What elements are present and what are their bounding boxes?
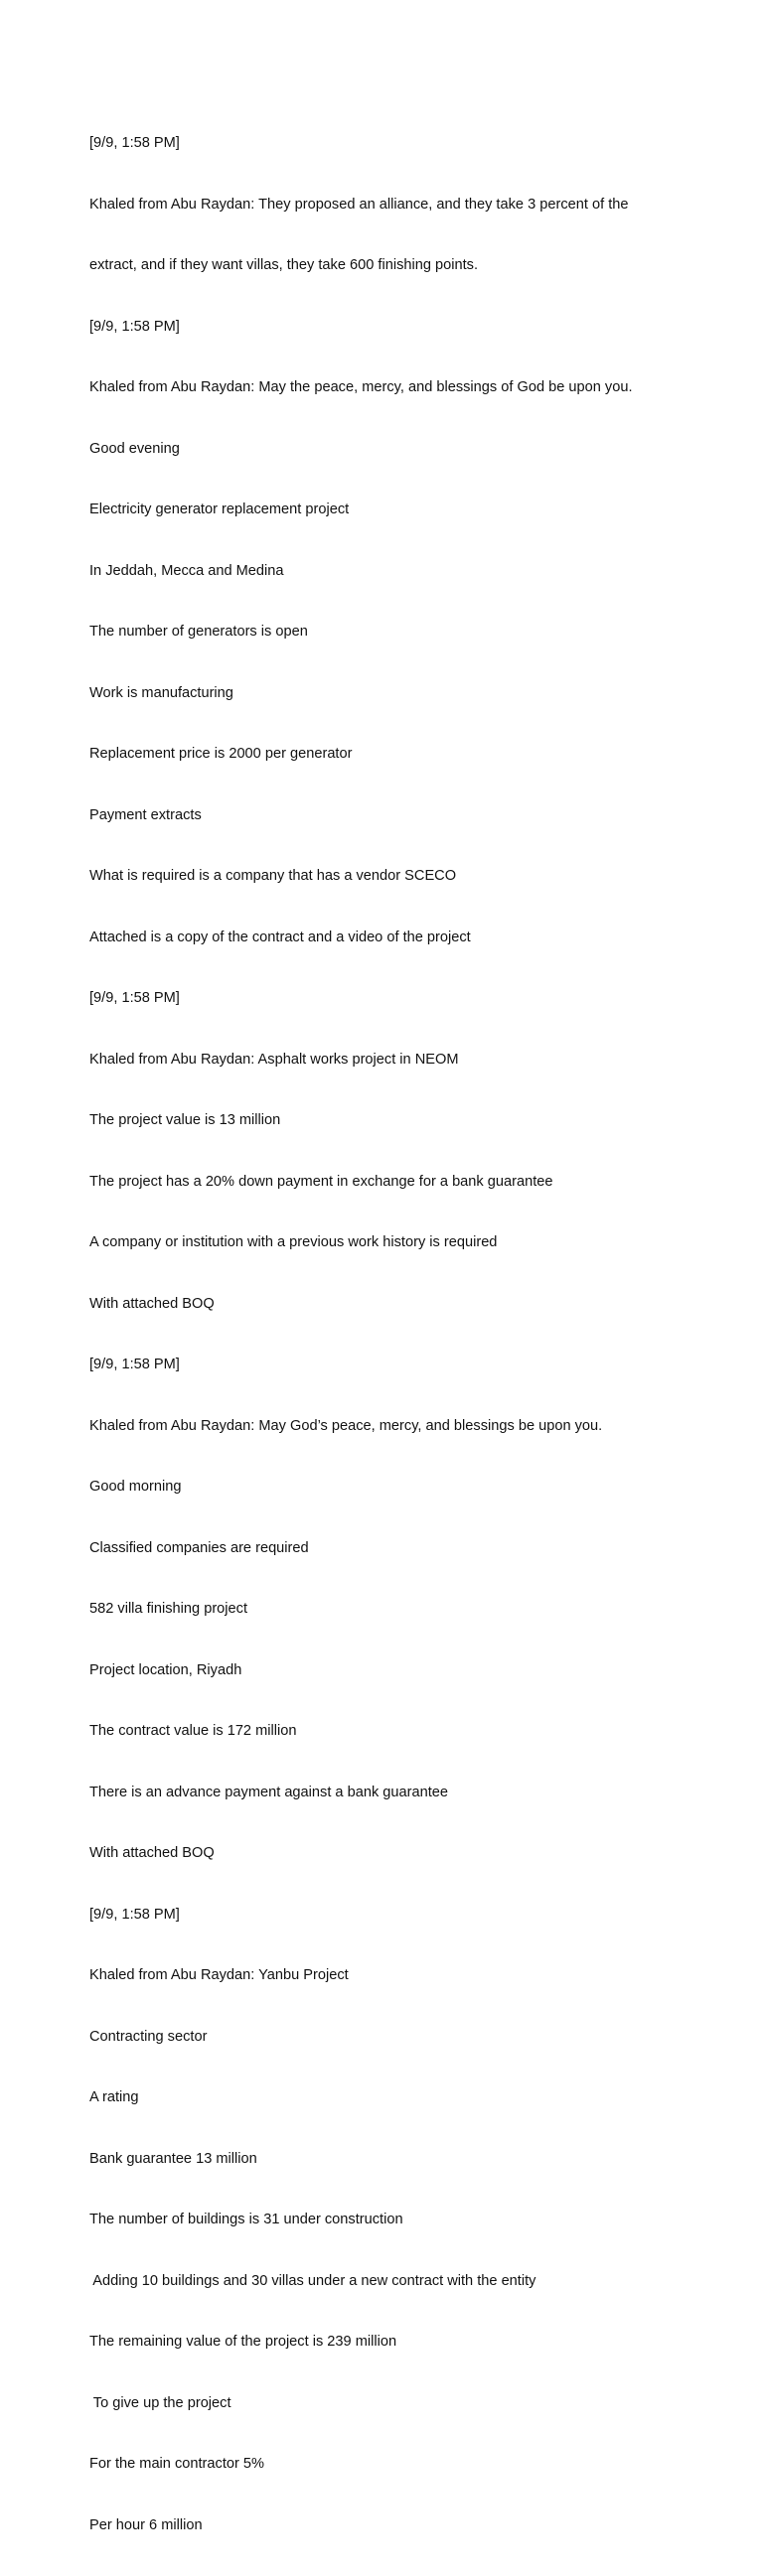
text-line: With attached BOQ [89,1295,215,1312]
text-line: [9/9, 1:58 PM] [89,135,180,151]
text-line: A rating [89,2089,139,2105]
message-text-block [89,92,725,2576]
text-line: Project location, Riyadh [89,1661,242,1678]
text-line: The project value is 13 million [89,1112,281,1128]
text-line: A company or institution with a previous work history is required [89,1234,498,1250]
text-line: [9/9, 1:58 PM] [89,1906,180,1923]
text-line: Khaled from Abu Raydan: Yanbu Project [89,1967,349,1983]
text-line: Payment extracts [89,806,202,823]
text-line: Replacement price is 2000 per generator [89,746,353,762]
text-line: Electricity generator replacement project [89,501,350,517]
text-line: Khaled from Abu Raydan: May the peace, mercy, and blessings of God be upon you. [89,379,633,395]
text-line: The number of buildings is 31 under construction [89,2212,403,2227]
text-line: Classified companies are required [89,1539,309,1556]
text-line: Khaled from Abu Raydan: Asphalt works project in NEOM [89,1051,459,1068]
text-line: Contracting sector [89,2028,208,2045]
text-line: In Jeddah, Mecca and Medina [89,562,284,579]
text-line: extract, and if they want villas, they take 600 finishing points. [89,257,479,273]
text-line: The number of generators is open [89,624,308,640]
text-line: Adding 10 buildings and 30 villas under a new contract with the entity [89,2272,536,2289]
text-line: Good evening [89,440,180,457]
text-line: With attached BOQ [89,1845,215,1861]
text-line: [9/9, 1:58 PM] [89,990,180,1006]
text-line: The project has a 20% down payment in exchange for a bank guarantee [89,1173,553,1190]
text-line: For the main contractor 5% [89,2456,265,2472]
text-line: What is required is a company that has a vendor SCECO [89,868,457,884]
text-line: The contract value is 172 million [89,1723,297,1739]
text-line: To give up the project [89,2394,231,2411]
text-line: Khaled from Abu Raydan: May God’s peace, mercy, and blessings be upon you. [89,1417,603,1434]
text-line: [9/9, 1:58 PM] [89,318,180,335]
text-line: Good morning [89,1479,182,1495]
text-line: Work is manufacturing [89,684,233,701]
text-line: Bank guarantee 13 million [89,2150,257,2167]
text-line: [9/9, 1:58 PM] [89,1357,180,1372]
text-line: Attached is a copy of the contract and a video of the project [89,929,471,945]
text-line: 582 villa finishing project [89,1601,247,1617]
text-line: Per hour 6 million [89,2516,203,2533]
text-line: The remaining value of the project is 239 million [89,2334,397,2350]
text-line: Khaled from Abu Raydan: They proposed an alliance, and they take 3 percent of the [89,196,629,213]
text-line: There is an advance payment against a bank guarantee [89,1784,449,1800]
